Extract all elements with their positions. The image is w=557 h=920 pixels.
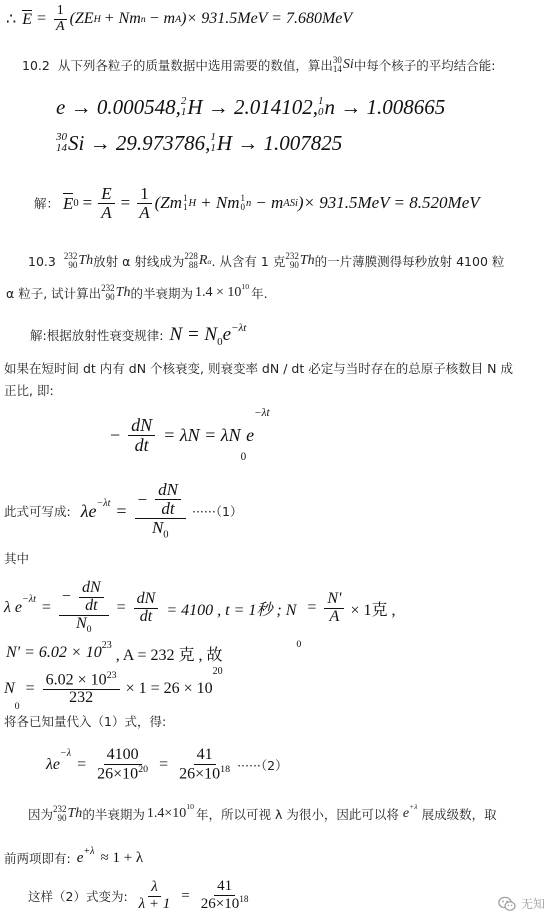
e-bar: E bbox=[22, 10, 32, 28]
paragraph-expand: 因为 232 90 Th 的半衰期为 1.4×10 $^{10}$ 年，所以可视 λ 为很小，因此可以将 e $^{+\lambda}$ 展成级数，取 bbox=[28, 802, 497, 823]
particle-masses-2: 30 14 Si → 29.973786, 1 1 H → 1.007825 bbox=[56, 130, 343, 155]
solution-10-2: 解： E 0 = $\frac{E}{A}$ = $\frac{1}{A}$ (Zm 1 1 H + Nm 1 0 n − m ASi )× 931.5MeV = 8.520MeV bbox=[34, 183, 480, 222]
given-quantities: λ e $^{-\lambda t}$ = − $\frac{dN}{dt}$ $N_0$ = $\frac{dN}{dt}$ = 4100 , t = 1秒 ; N 0 = $\frac{N'}{A}$ × 1克 , bbox=[4, 579, 396, 650]
equation-1: 此式可写成: λe $^{-\lambda t}$ = − $\frac{dN}{dt}$ $N_0$ ······（1） bbox=[4, 480, 243, 541]
watermark bbox=[498, 895, 545, 912]
particle-masses-1: e → 0.000548, 2 1 H → 2.014102, 1 0 n → 1.008665 bbox=[56, 94, 446, 119]
one-over-a: $\frac{1}{A}$ bbox=[53, 4, 68, 34]
approximation: 前两项即有: e $^{+\lambda}$ ≈ 1 + λ bbox=[4, 846, 144, 866]
problem-10-3: 10.3 232 90 Th 放射 α 射线成为 228 88 R α . 从含有 1 克 232 90 Th 的一片薄膜测得每秒放射 4100 粒 bbox=[28, 251, 505, 270]
problem-10-2: 10.2 从下列各粒子的质量数据中选用需要的数值，算出 30 14 Si 中每个核子的平均结合能: bbox=[22, 55, 496, 74]
n0-equation: N 0 = $\frac{6.02 \times 10^{23}}{232}$ × 1 = 26 × 10 20 bbox=[4, 666, 223, 712]
equation-2: λe $^{-\lambda}$ = $\frac{4100}{26\times 10^{20}}$ = $\frac{41}{26\times 10^{18}}$ ······（2） bbox=[46, 746, 288, 783]
wechat-icon bbox=[498, 896, 516, 912]
qizhong-label: 其中 bbox=[4, 551, 30, 566]
avogadro-line: N' = 6.02 × 10 $^{23}$ , A = 232 克 , 故 bbox=[6, 640, 223, 664]
problem-10-3-cont: α 粒子, 试计算出 232 90 Th 的半衰期为 1.4 × 10 $^{10}$ 年. bbox=[6, 282, 268, 302]
paragraph-rate: 如果在短时间 dt 内有 dN 个核衰变, 则衰变率 dN / dt 必定与当时存在的总原子核数目 N 成 正比, 即: bbox=[4, 361, 513, 398]
substitute-line: 将各已知量代入（1）式，得: bbox=[4, 714, 167, 729]
mass-energy-line: ∴ E = $\frac{1}{A}$ (ZE H + Nm n − m A )× 931.5MeV = 7.680MeV bbox=[6, 2, 353, 34]
equation-3: 这样（2）式变为: $\frac{\lambda}{\lambda + 1}$ = $\frac{41}{26\times 10^{18}}$ bbox=[28, 878, 249, 912]
decay-law: 解:根据放射性衰变规律: N = N $_0$ e $^{-\lambda t}$ bbox=[30, 322, 247, 348]
watermark-text: 无知 bbox=[520, 897, 545, 911]
decay-rate-equation: − $\frac{dN}{dt}$ = λN = λN 0 e −λt bbox=[110, 407, 270, 463]
therefore-symbol: ∴ bbox=[6, 11, 17, 28]
